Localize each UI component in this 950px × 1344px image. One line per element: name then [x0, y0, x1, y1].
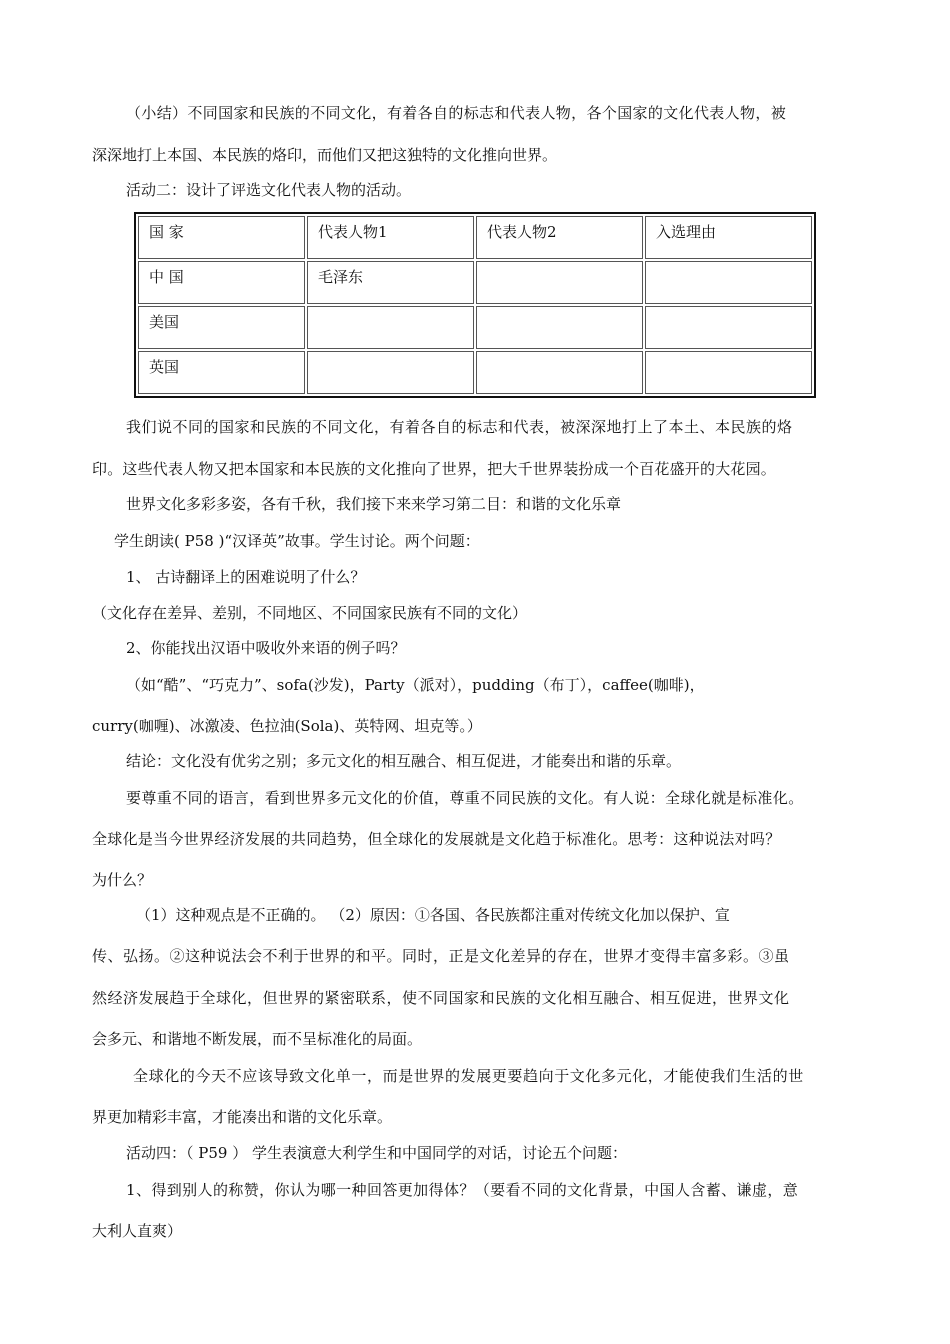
- table-row: [138, 306, 812, 349]
- text-line: 活动二：设计了评选文化代表人物的活动。: [126, 181, 412, 199]
- table-cell: [476, 351, 643, 394]
- text-line: 全球化的今天不应该导致文化单一，而是世界的发展更要趋向于文化多元化，才能使我们生活的世: [133, 1067, 804, 1085]
- table-row: [138, 351, 812, 394]
- table-row: [138, 261, 812, 304]
- text-line: 大利人直爽）: [92, 1222, 183, 1240]
- text-line: 传、弘扬。②这种说法会不利于世界的和平。同时，正是文化差异的存在，世界才变得丰富多彩。③虽: [92, 947, 790, 965]
- text-line: 印。这些代表人物又把本国家和本民族的文化推向了世界，把大千世界装扮成一个百花盛开的大花园。: [92, 460, 777, 478]
- table-cell: 代表人物1: [307, 216, 474, 259]
- table-cell: [645, 306, 812, 349]
- text-line: 1、得到别人的称赞，你认为哪一种回答更加得体？（要看不同的文化背景，中国人含蓄、谦虚，意: [126, 1181, 799, 1199]
- representative-figures-table: [134, 212, 816, 398]
- text-line: 结论：文化没有优劣之别；多元文化的相互融合、相互促进，才能奏出和谐的乐章。: [126, 752, 682, 770]
- text-line: 活动四：（ P59 ） 学生表演意大利学生和中国同学的对话，讨论五个问题：: [126, 1144, 627, 1162]
- text-line: 全球化是当今世界经济发展的共同趋势，但全球化的发展就是文化趋于标准化。思考：这种说法对吗？: [92, 830, 781, 848]
- table-cell: [476, 261, 643, 304]
- text-line: 为什么？: [92, 871, 153, 889]
- table-cell: 美国: [138, 306, 305, 349]
- table-cell: 国 家: [138, 216, 305, 259]
- text-line: （小结）不同国家和民族的不同文化，有着各自的标志和代表人物，各个国家的文化代表人物，被: [126, 104, 787, 122]
- text-line: 学生朗读( P58 )“汉译英”故事。学生讨论。两个问题：: [114, 532, 480, 550]
- table-cell: [307, 306, 474, 349]
- text-line: （如“酷”、“巧克力”、sofa(沙发)，Party（派对），pudding（布丁），caffee(咖啡)，: [126, 676, 705, 694]
- text-line: 深深地打上本国、本民族的烙印，而他们又把这独特的文化推向世界。: [92, 146, 558, 164]
- table-cell: 代表人物2: [476, 216, 643, 259]
- table-cell: [645, 351, 812, 394]
- table-cell: 毛泽东: [307, 261, 474, 304]
- table-cell: 入选理由: [645, 216, 812, 259]
- text-line: （1）这种观点是不正确的。 （2）原因：①各国、各民族都注重对传统文化加以保护、宣: [136, 906, 730, 924]
- text-line: curry(咖喱)、冰激凌、色拉油(Sola)、英特网、坦克等。）: [92, 717, 482, 735]
- text-line: 然经济发展趋于全球化，但世界的紧密联系，使不同国家和民族的文化相互融合、相互促进，世界文化: [92, 989, 790, 1007]
- text-line: （文化存在差异、差别，不同地区、不同国家民族有不同的文化）: [92, 604, 528, 622]
- table-cell: [645, 261, 812, 304]
- text-line: 1、 古诗翻译上的困难说明了什么？: [126, 568, 366, 586]
- text-line: 会多元、和谐地不断发展，而不呈标准化的局面。: [92, 1030, 423, 1048]
- table-cell: [476, 306, 643, 349]
- text-line: 我们说不同的国家和民族的不同文化，有着各自的标志和代表，被深深地打上了本土、本民族的烙: [126, 418, 793, 436]
- text-line: 界更加精彩丰富，才能凑出和谐的文化乐章。: [92, 1108, 393, 1126]
- table-cell: [307, 351, 474, 394]
- text-line: 要尊重不同的语言，看到世界多元文化的价值，尊重不同民族的文化。有人说：全球化就是标准化。: [126, 789, 804, 807]
- table-cell: 中 国: [138, 261, 305, 304]
- table-header-row: [138, 216, 812, 259]
- text-line: 世界文化多彩多姿，各有千秋，我们接下来来学习第二目：和谐的文化乐章: [126, 495, 622, 513]
- table-cell: 英国: [138, 351, 305, 394]
- text-line: 2、你能找出汉语中吸收外来语的例子吗？: [126, 639, 406, 657]
